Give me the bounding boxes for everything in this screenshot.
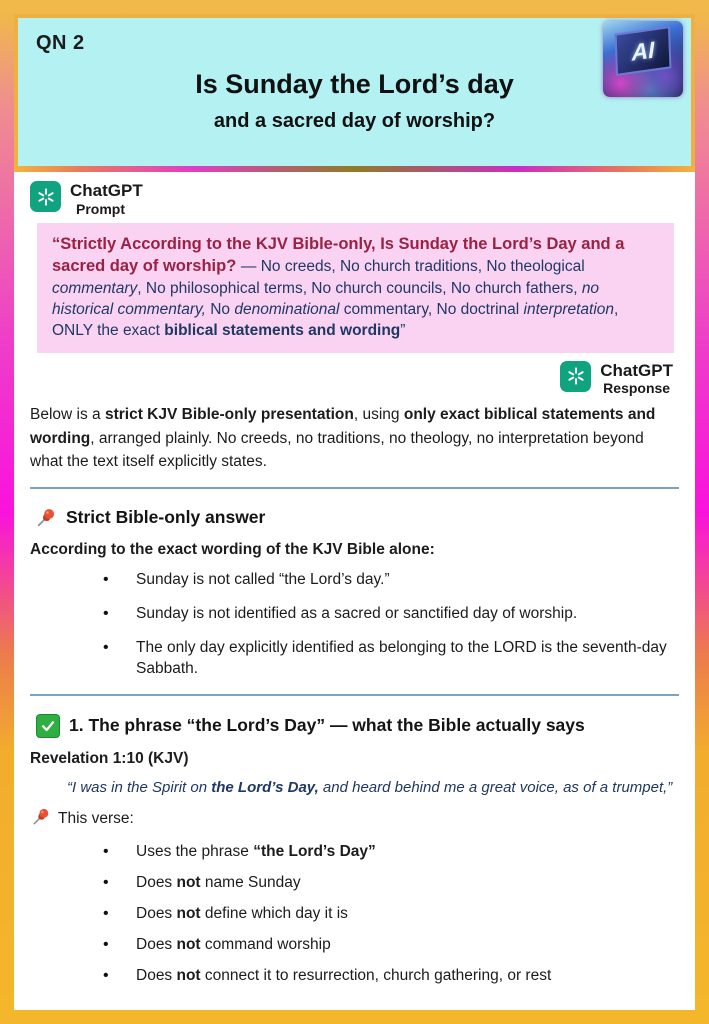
ai-chip-logo (603, 21, 683, 97)
scripture-reference: Revelation 1:10 (KJV) (30, 749, 189, 767)
chatgpt-response-text (600, 361, 673, 397)
chatgpt-logo-icon (560, 361, 591, 392)
list-item: • Does not connect it to resurrection, church gathering, or rest (30, 966, 679, 987)
phrase-section-heading (36, 714, 679, 738)
title-banner (14, 14, 695, 166)
section-divider (30, 487, 679, 489)
answer-section-heading (36, 507, 679, 528)
prompt-question-box: “Strictly According to the KJV Bible-only, Is Sunday the Lord’s Day and a sacred day of worship? — No creeds, No church traditions, No theological commentary, No philosophical terms, No church councils, No church fathers, no historical commentary, No denominational commentary, No doctrinal interpretation, ONLY the exact biblical statements and wording” (37, 223, 674, 353)
answer-bullet-list (30, 570, 679, 680)
chatgpt-brand: ChatGPT (600, 360, 673, 380)
pushpin-icon (36, 507, 57, 528)
page-title: Is Sunday the Lord’s day (195, 69, 514, 99)
list-item: • Does not define which day it is (30, 904, 679, 925)
response-label: Response (603, 380, 671, 397)
page-subtitle: and a sacred day of worship? (213, 110, 496, 132)
list-item: • Sunday is not identified as a sacred or sanctified day of worship. (30, 604, 679, 625)
prompt-label: Prompt (76, 200, 125, 217)
chatgpt-prompt-text (70, 181, 143, 217)
verse-note-label (32, 807, 679, 831)
banner-bottom-gradient (14, 166, 695, 172)
list-item: • Does not name Sunday (30, 873, 679, 894)
ai-chip-graphic (615, 26, 672, 76)
document-body (14, 181, 695, 987)
scripture-quote: “I was in the Spirit on the Lord’s Day, and heard behind me a great voice, as of a trumpet,” (67, 778, 673, 796)
verse-bullet-list (30, 842, 679, 987)
list-item: • Does not command worship (30, 935, 679, 956)
checkmark-icon (36, 714, 60, 738)
verse-note-text: This verse: (58, 810, 134, 828)
document-page (14, 14, 695, 1010)
chatgpt-brand: ChatGPT (70, 181, 143, 200)
response-intro-paragraph: Below is a strict KJV Bible-only presentation, using only exact biblical statements and wording, arranged plainly. No creeds, no traditions, no theology, no interpretation beyond what the text itself explicitly states. (30, 406, 656, 470)
chatgpt-response-label (30, 361, 679, 397)
list-item: • The only day explicitly identified as belonging to the LORD is the seventh-day Sabbath. (30, 638, 679, 680)
chatgpt-logo-icon (30, 181, 61, 212)
ai-chip-label: AI (631, 35, 655, 66)
pushpin-icon (32, 807, 51, 831)
answer-lead: According to the exact wording of the KJV Bible alone: (30, 541, 435, 559)
phrase-heading-text: 1. The phrase “the Lord’s Day” — what the Bible actually says (69, 715, 585, 736)
section-divider (30, 694, 679, 696)
answer-heading-text: Strict Bible-only answer (66, 507, 266, 528)
list-item: • Uses the phrase “the Lord’s Day” (30, 842, 679, 863)
chatgpt-prompt-label (30, 181, 679, 217)
question-number: QN 2 (36, 32, 85, 54)
list-item: • Sunday is not called “the Lord’s day.” (30, 570, 679, 591)
